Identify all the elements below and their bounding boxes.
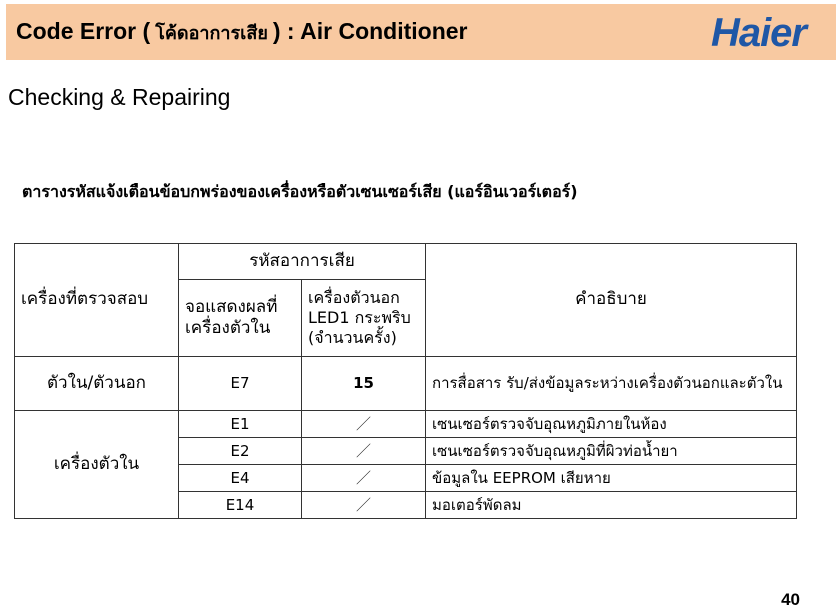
header-outdoor-led: เครื่องตัวนอก LED1 กระพริบ (จำนวนครั้ง)	[302, 280, 426, 357]
unit-cell: ตัวใน/ตัวนอก	[15, 357, 179, 411]
blinks-cell: ／	[302, 465, 426, 492]
haier-logo: Haier	[710, 11, 806, 55]
code-cell: E1	[179, 411, 302, 438]
blinks-cell: 15	[302, 357, 426, 411]
header-description: คำอธิบาย	[426, 244, 797, 357]
header-bar	[6, 4, 836, 60]
title-suffix: ) : Air Conditioner	[272, 18, 468, 44]
section-heading: Checking & Repairing	[8, 84, 231, 110]
description-cell: ข้อมูลใน EEPROM เสียหาย	[426, 465, 797, 492]
table-caption: ตารางรหัสแจ้งเตือนข้อบกพร่องของเครื่องหรือตัวเซนเซอร์เสีย (แอร์อินเวอร์เตอร์)	[22, 182, 578, 201]
header-indoor-display: จอแสดงผลที่เครื่องตัวใน	[179, 280, 302, 357]
unit-cell: เครื่องตัวใน	[15, 411, 179, 519]
title-prefix: Code Error (	[16, 18, 151, 44]
code-cell: E2	[179, 438, 302, 465]
error-code-table	[14, 243, 797, 519]
table-row	[15, 411, 797, 438]
description-cell: เซนเซอร์ตรวจจับอุณหภูมิที่ผิวท่อน้ำยา	[426, 438, 797, 465]
blinks-cell: ／	[302, 438, 426, 465]
code-cell: E7	[179, 357, 302, 411]
blinks-cell: ／	[302, 492, 426, 519]
header-unit-checked: เครื่องที่ตรวจสอบ	[15, 244, 179, 357]
table-row	[15, 357, 797, 411]
page-number: 40	[781, 590, 800, 609]
description-cell: การสื่อสาร รับ/ส่งข้อมูลระหว่างเครื่องตัวนอกและตัวใน	[426, 357, 797, 411]
title-thai: โค้ดอาการเสีย	[150, 23, 273, 43]
page-title	[16, 18, 468, 47]
description-cell: เซนเซอร์ตรวจจับอุณหภูมิภายในห้อง	[426, 411, 797, 438]
code-cell: E4	[179, 465, 302, 492]
description-cell: มอเตอร์พัดลม	[426, 492, 797, 519]
code-cell: E14	[179, 492, 302, 519]
blinks-cell: ／	[302, 411, 426, 438]
header-error-code: รหัสอาการเสีย	[179, 244, 426, 280]
error-code-table-wrap	[14, 243, 796, 519]
